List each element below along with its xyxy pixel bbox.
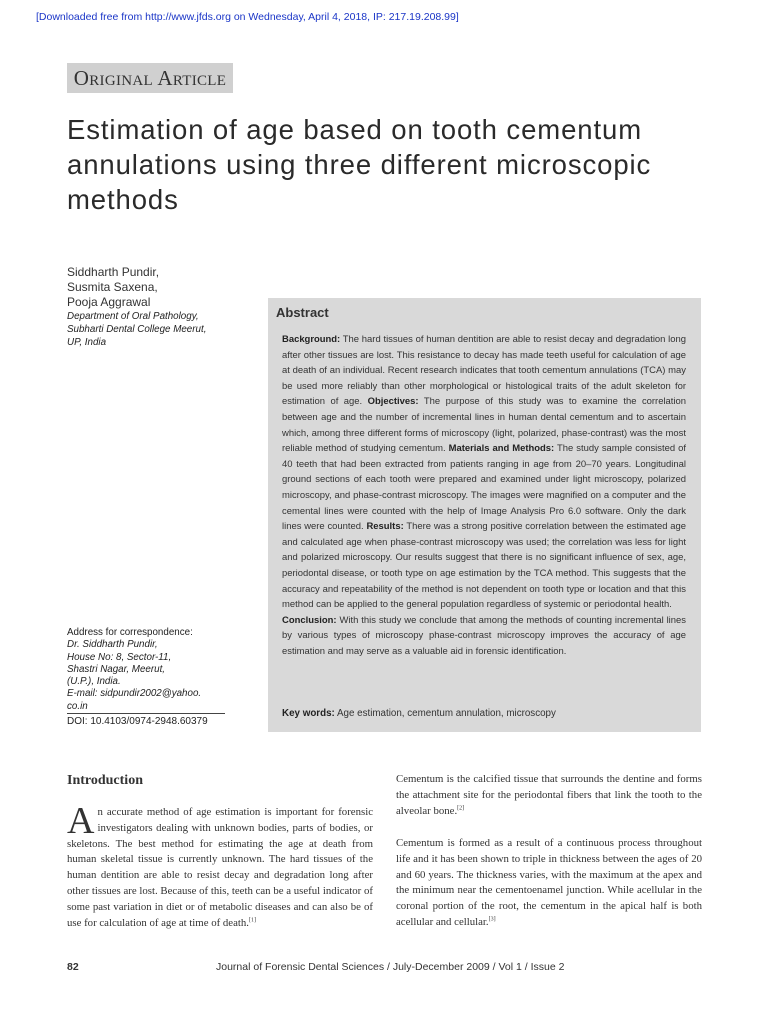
author-list (67, 265, 159, 310)
intro-paragraph: Cementum is formed as a result of a continuous process throughout life and it has been shown to triple in thickness between the ages of 20 and 60 years. The thickness varies, with the maximum at the apex and the minimum near the cementoenamel junction. While acellular in the coronal portion of the root, the cementum in the apical half is both acellular and cellular. (396, 837, 702, 928)
abstract-body (282, 332, 686, 659)
article-title: Estimation of age based on tooth cementum annulations using three different microscopic methods (67, 114, 652, 215)
affiliation (67, 310, 206, 349)
journal-footer: Journal of Forensic Dental Sciences / July-December 2009 / Vol 1 / Issue 2 (216, 961, 565, 973)
keywords-text: Age estimation, cementum annulation, microscopy (337, 708, 556, 719)
citation-link[interactable]: [3] (488, 916, 496, 923)
results-label: Results: (366, 521, 404, 533)
page-number: 82 (67, 961, 79, 973)
abstract-heading: Abstract (276, 305, 329, 320)
correspondence-line: Shastri Nagar, Meerut, (67, 663, 166, 675)
intro-paragraph: n accurate method of age estimation is important for forensic investigators dealing with unknown bodies, parts of bodies, or skeletons. The best method for estimating the age at death from human skeletal tissue is currently unknown. The hard tissues of the human dentition are able to resist decay and degradation long after other tissues are lost. Because of this, teeth can be a useful indicator of some past variation in diet or of metabolic diseases and can also be of use for calculation of age at time of death. (67, 806, 373, 929)
intro-paragraph: Cementum is the calcified tissue that surrounds the dentine and forms the attachment site for the periodontal fibers that link the tooth to the alveolar bone. (396, 773, 702, 817)
abstract-box (268, 298, 701, 732)
objectives-label: Objectives: (367, 396, 419, 408)
download-note: [Downloaded free from http://www.jfds.org on Wednesday, April 4, 2018, IP: 217.19.208.99] (36, 11, 459, 23)
methods-text: The study sample consisted of 40 teeth that had been extracted from patients ranging in age from 20–70 years. Longitudinal ground sections of each tooth were prepared and examined under light microscopy, polarized microscopy, and phase-contrast microscopy. The images were magnified on a computer and the cemental lines were counted with the help of Image Analysis Pro 6.0 software. Only the dark lines were counted. (282, 443, 686, 533)
introduction-heading: Introduction (67, 773, 143, 788)
correspondence-line: Dr. Siddharth Pundir, (67, 639, 158, 651)
correspondence-email[interactable]: co.in (67, 700, 88, 712)
introduction-left-column (67, 800, 373, 931)
doi[interactable]: DOI: 10.4103/0974-2948.60379 (67, 716, 208, 727)
affiliation-line: Department of Oral Pathology, (67, 311, 199, 322)
citation-link[interactable]: [2] (457, 805, 465, 811)
author-name: Susmita Saxena, (67, 280, 158, 294)
author-name: Pooja Aggrawal (67, 295, 151, 309)
correspondence-block (67, 627, 247, 713)
doi-divider (67, 713, 225, 714)
keywords-label: Key words: (282, 708, 335, 719)
background-label: Background: (282, 334, 341, 345)
objectives-text: The purpose of this study was to examine the correlation between age and the number of incremental lines in human dental cementum and to ascertain which, among three different forms of microscopy (light, polarized, phase-contrast) was the most reliable method of studying cementum. (282, 396, 687, 455)
correspondence-line: House No: 8, Sector-11, (67, 651, 172, 663)
conclusion-label: Conclusion: (282, 614, 337, 626)
affiliation-line: Subharti Dental College Meerut, (67, 324, 207, 335)
conclusion-text: With this study we conclude that among the methods of counting incremental lines by various types of microscopy phase-contrast microscopy improves the accuracy of age estimation and may serve as a valuable aid in forensic identification. (282, 614, 686, 657)
correspondence-line: (U.P.), India. (67, 676, 121, 688)
background-text: The hard tissues of human dentition are able to resist decay and degradation long after other tissues are lost. This resistance to decay has made teeth useful for calculation of age at death of an individual. Recent research indicates that tooth cementum annulations (TCA) may be used more reliably than other morphological or histological traits of the adult skeleton for estimation of age. (282, 334, 687, 408)
correspondence-email[interactable]: E-mail: sidpundir2002@yahoo. (67, 688, 202, 700)
affiliation-line: UP, India (67, 337, 107, 348)
section-tag-label: Original Article (73, 65, 227, 90)
section-tag (67, 63, 233, 93)
drop-cap: A (67, 800, 95, 842)
methods-label: Materials and Methods: (448, 443, 555, 455)
introduction-right-paragraph-2 (396, 836, 702, 931)
introduction-right-paragraph-1 (396, 772, 702, 819)
citation-link[interactable]: [1] (248, 916, 256, 923)
results-text: There was a strong positive correlation between the estimated age and calculated age when phase-contrast microscopy was used; the correlation was less for light and polarized microscopy. Our results suggest that there is no significant influence of sex, age, periodontal disease, or tooth type on age estimation by the TCA method. This suggests that the accuracy and repeatability of the method is not dependent on tooth type or location and that this method can be applied to the general population regardless of systemic or periodontal health. (282, 521, 686, 611)
keywords (282, 708, 556, 719)
author-name: Siddharth Pundir, (67, 265, 160, 279)
correspondence-label: Address for correspondence: (67, 627, 193, 638)
